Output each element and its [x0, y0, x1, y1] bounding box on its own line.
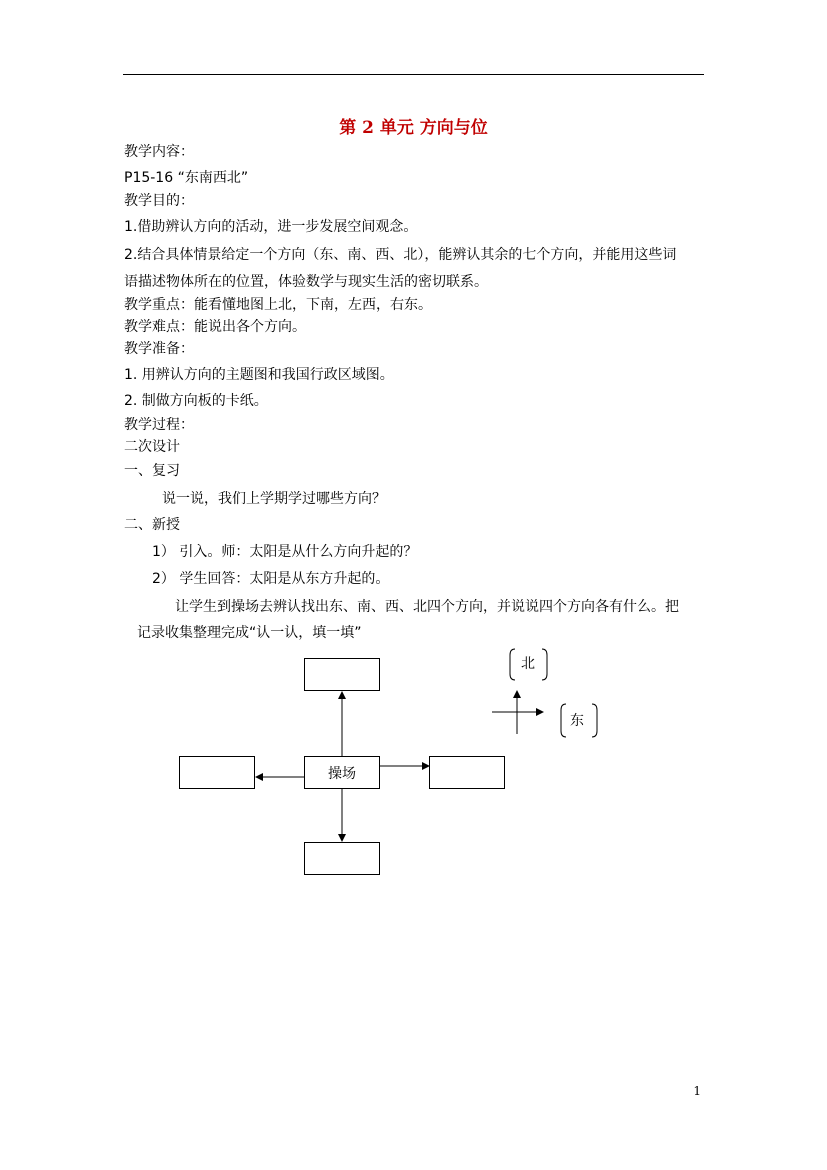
text-line: 语描述物体所在的位置，体验数学与现实生活的密切联系。	[124, 274, 488, 290]
playground-box	[304, 756, 380, 789]
east-bracket-left	[561, 704, 566, 737]
text-line: 二次设计	[124, 439, 180, 455]
page-number: 1	[693, 1084, 701, 1098]
text-line: 教学准备：	[124, 341, 194, 357]
text-line: 教学重点：能看懂地图上北，下南，左西，右东。	[124, 297, 432, 313]
text-line: P15-16 “东南西北”	[124, 170, 249, 186]
text-line: 1） 引入。师：太阳是从什么方向升起的？	[152, 544, 418, 560]
east-bracket-right	[592, 704, 597, 737]
text-line: 一、复习	[124, 463, 180, 479]
text-line: 教学过程：	[124, 417, 194, 433]
text-line: 教学难点：能说出各个方向。	[124, 319, 306, 335]
text-line: 教学目的：	[124, 193, 194, 209]
east-answer-box[interactable]	[429, 756, 505, 789]
north-bracket-right	[542, 649, 547, 680]
north-label: 北	[521, 656, 535, 672]
west-answer-box[interactable]	[179, 756, 255, 789]
north-bracket-left	[510, 649, 515, 680]
text-line: 教学内容：	[124, 144, 194, 160]
text-line: 2） 学生回答：太阳是从东方升起的。	[152, 571, 390, 587]
text-line: 记录收集整理完成“认一认，填一填”	[137, 625, 362, 641]
text-line: 说一说，我们上学期学过哪些方向？	[162, 491, 386, 507]
text-line: 1.借助辨认方向的活动，进一步发展空间观念。	[124, 219, 418, 235]
text-line: 让学生到操场去辨认找出东、南、西、北四个方向，并说说四个方向各有什么。把	[175, 599, 679, 615]
playground-label: 操场	[328, 765, 356, 782]
east-label: 东	[570, 713, 584, 729]
page-title: 第 2 单元 方向与位	[339, 118, 488, 138]
north-answer-box[interactable]	[304, 658, 380, 691]
text-line: 2. 制做方向板的卡纸。	[124, 393, 268, 409]
text-line: 1. 用辨认方向的主题图和我国行政区域图。	[124, 367, 394, 383]
text-line: 二、新授	[124, 517, 180, 533]
text-line: 2.结合具体情景给定一个方向（东、南、西、北），能辨认其余的七个方向，并能用这些词	[124, 247, 677, 263]
south-answer-box[interactable]	[304, 842, 380, 875]
